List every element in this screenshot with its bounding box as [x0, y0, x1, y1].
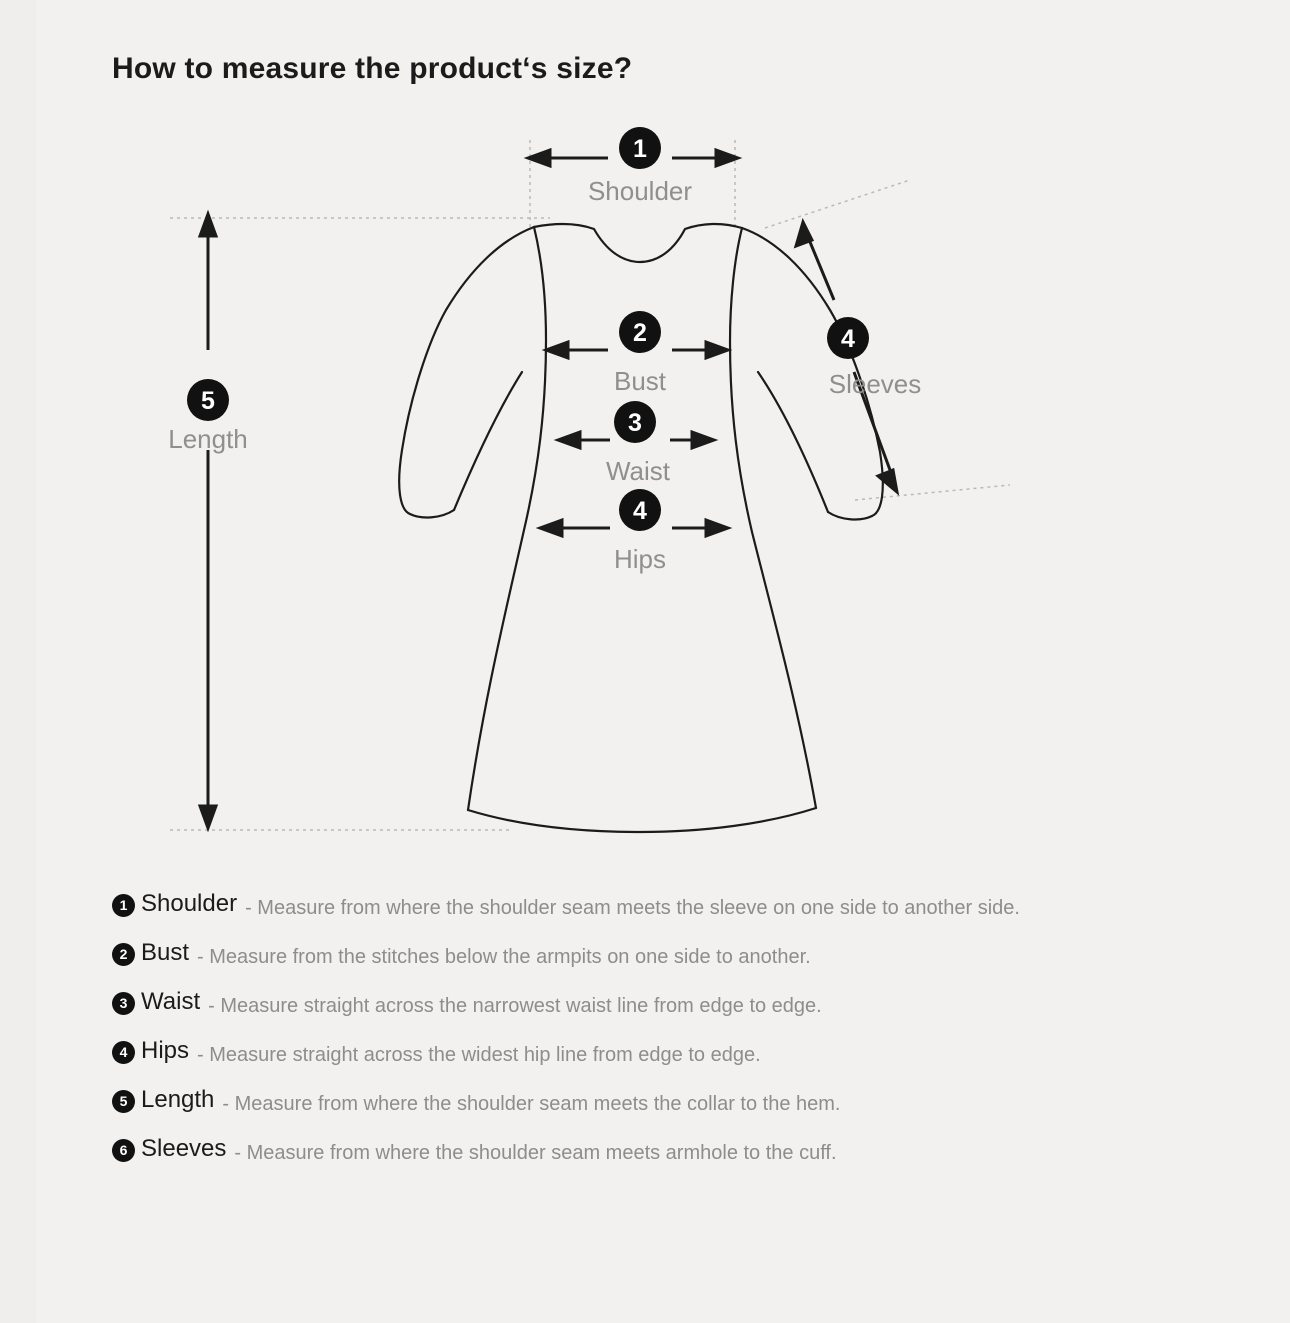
measurement-legend [112, 890, 1192, 1184]
page-title: How to measure the product‘s size? [112, 52, 633, 85]
legend-badge-1: 1 [112, 894, 135, 917]
label-shoulder: Shoulder [587, 176, 693, 206]
legend-desc-length: - Measure from where the shoulder seam meets the collar to the hem. [222, 1093, 841, 1115]
legend-item-length [112, 1086, 1192, 1119]
label-length: Length [168, 424, 248, 454]
legend-term-waist: Waist [141, 988, 201, 1015]
marker-hips-number: 4 [633, 497, 647, 525]
marker-shoulder-number: 1 [633, 135, 647, 163]
legend-badge-3: 3 [112, 992, 135, 1015]
label-sleeves: Sleeves [828, 369, 922, 399]
legend-item-waist [112, 988, 1192, 1021]
label-waist: Waist [605, 456, 671, 486]
legend-desc-sleeves: - Measure from where the shoulder seam meets armhole to the cuff. [234, 1142, 837, 1164]
legend-desc-hips: - Measure straight across the widest hip line from edge to edge. [197, 1044, 761, 1066]
legend-badge-6: 6 [112, 1139, 135, 1162]
legend-badge-5: 5 [112, 1090, 135, 1113]
legend-desc-waist: - Measure straight across the narrowest waist line from edge to edge. [208, 995, 822, 1017]
measurement-diagram [110, 110, 1170, 870]
legend-term-hips: Hips [141, 1037, 190, 1064]
legend-term-bust: Bust [141, 939, 190, 966]
legend-term-sleeves: Sleeves [141, 1135, 227, 1162]
legend-badge-4: 4 [112, 1041, 135, 1064]
legend-item-bust [112, 939, 1192, 972]
legend-badge-2: 2 [112, 943, 135, 966]
legend-desc-shoulder: - Measure from where the shoulder seam meets the sleeve on one side to another side. [245, 897, 1020, 919]
marker-length-number: 5 [201, 387, 215, 415]
marker-waist-number: 3 [628, 409, 642, 437]
label-bust: Bust [613, 366, 667, 396]
left-edge-strip [0, 0, 36, 1323]
legend-item-sleeves [112, 1135, 1192, 1168]
label-hips: Hips [613, 544, 667, 574]
marker-sleeves-number: 4 [841, 325, 855, 353]
legend-item-hips [112, 1037, 1192, 1070]
legend-item-shoulder [112, 890, 1192, 923]
marker-bust-number: 2 [633, 319, 647, 347]
legend-term-length: Length [141, 1086, 215, 1113]
legend-desc-bust: - Measure from the stitches below the armpits on one side to another. [197, 946, 811, 968]
legend-term-shoulder: Shoulder [141, 890, 238, 917]
